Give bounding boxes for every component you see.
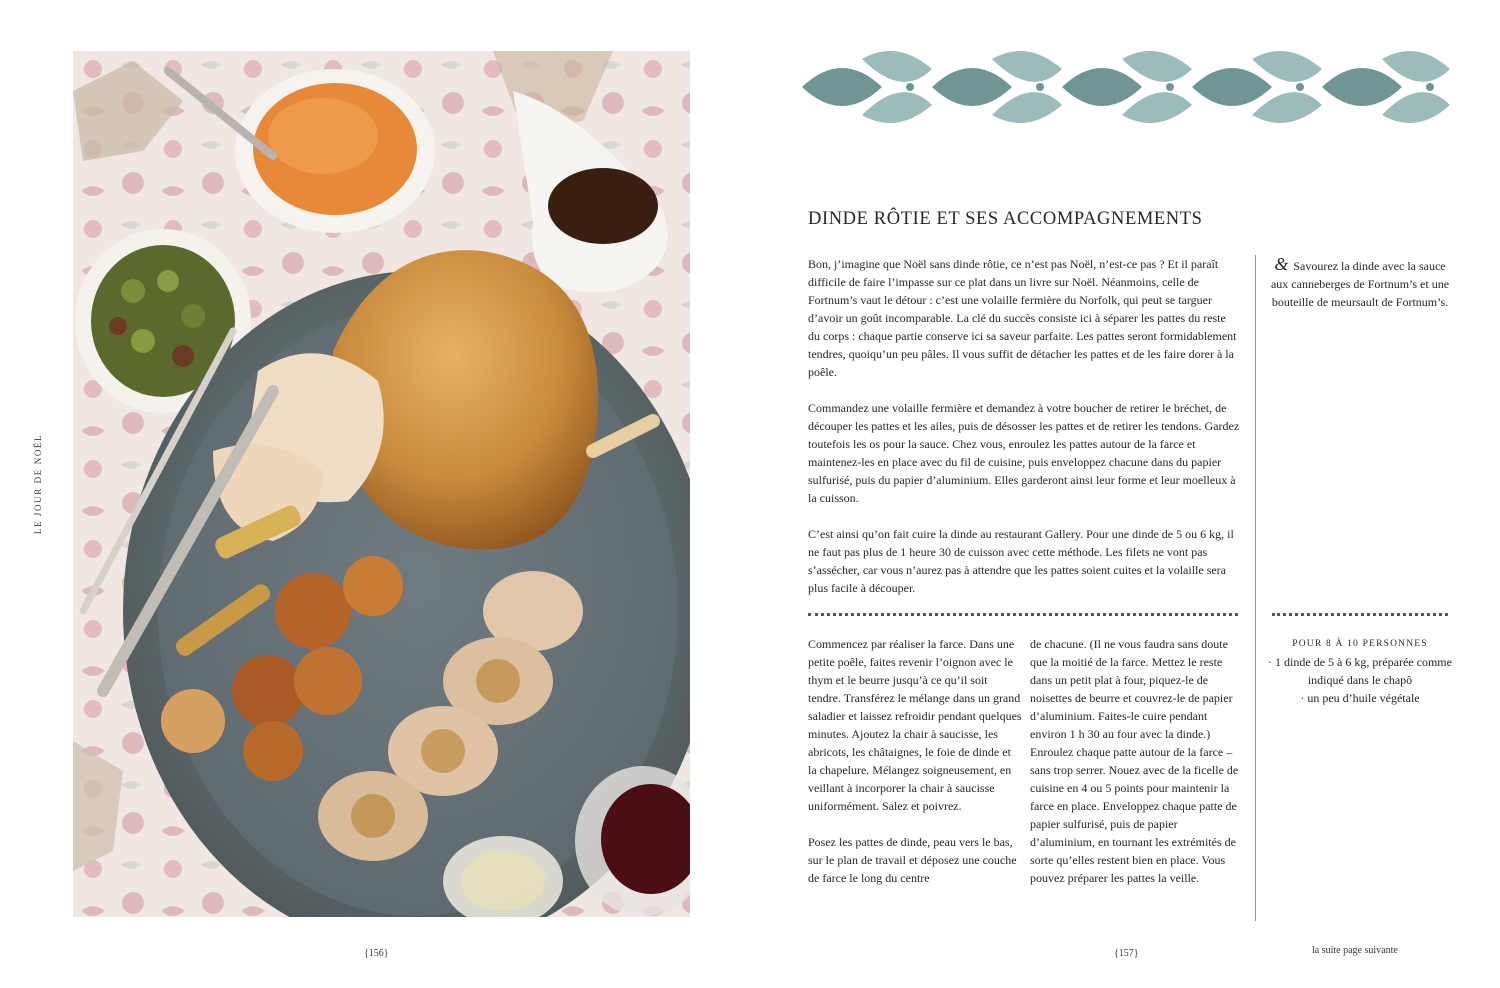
recipe-introduction	[808, 255, 1240, 615]
recipe-title: DINDE RÔTIE ET SES ACCOMPAGNEMENTS	[808, 209, 1203, 229]
method-paragraph: de chacune. (Il ne vous faudra sans doute que la moitié de la farce. Mettez le reste dans un petit plat à four, piquez-le de noisettes de beurre et couvrez-le de papier d’aluminium. Faites-le cuire pendant environ 1 h 30 au four avec la dinde.) Enroulez chaque patte autour de la farce – sans trop serrer. Nouez avec de la ficelle de cuisine en 4 ou 5 points pour maintenir la farce en place. Enveloppez chaque patte de papier sulfurisé, puis de papier d’aluminium, en tournant les extrémités de sorte qu’elles restent bien en place. Vous pouvez préparer les pattes la veille.	[1030, 637, 1239, 885]
roast-turkey-photo	[73, 51, 690, 917]
photo-illustration	[73, 51, 690, 917]
continued-note: la suite page suivante	[1312, 945, 1398, 956]
running-head: LE JOUR DE NOËL	[33, 433, 43, 535]
ampersand-ornament: &	[1274, 254, 1289, 274]
ingredient-item: · 1 dinde de 5 à 6 kg, préparée comme indiqué dans le chapô	[1268, 655, 1452, 687]
ingredients-block	[1268, 635, 1452, 707]
serving-tip	[1268, 255, 1452, 311]
holly-ornament	[802, 44, 1450, 130]
intro-paragraph: Commandez une volaille fermière et demandez à votre boucher de retirer le bréchet, de découper les pattes et les ailes, puis de désosser les pattes et de retirer les tendons. Gardez toutefois les os pour la sauce. Chez vous, enroulez les pattes autour de la farce et maintenez-les en place avec du fil de cuisine, puis enveloppez chacune dans du papier sulfurisé, puis du papier d’aluminium. Elles garderont ainsi leur forme et leur moelleux à la cuisson.	[808, 401, 1240, 505]
ingredient-item: · un peu d’huile végétale	[1300, 691, 1420, 705]
method-paragraph: Commencez par réaliser la farce. Dans une petite poêle, faites revenir l’oignon avec le thym et le beurre jusqu’à ce qu’il soit tendre. Transférez le mélange dans un grand saladier et laissez refroidir pendant quelques minutes. Ajoutez la chair à saucisse, les abricots, les châtaignes, le foie de dinde et la chapelure. Mélangez soigneusement, en veillant à incorporer la chair à saucisse uniformément. Salez et poivrez.	[808, 637, 1022, 813]
intro-paragraph: C’est ainsi qu’on fait cuire la dinde au restaurant Gallery. Pour une dinde de 5 ou 6 kg, il ne faut pas plus de 1 heure 30 de cuisson avec cette méthode. Les filets ne vont pas s’assécher, car vous n’aurez pas à attendre que les pattes soient cuites et la volaille sera plus facile à découper.	[808, 527, 1234, 595]
servings-heading: POUR 8 À 10 PERSONNES	[1292, 639, 1428, 649]
serving-tip-text: Savourez la dinde avec la sauce aux canneberges de Fortnum’s et une bouteille de meursault de Fortnum’s.	[1270, 259, 1450, 309]
method-column-2	[1030, 635, 1244, 905]
dotted-separator	[808, 613, 1238, 616]
page-number-right: {157}	[1114, 948, 1139, 959]
method-paragraph: Posez les pattes de dinde, peau vers le bas, sur le plan de travail et déposez une couche de farce le long du centre	[808, 835, 1017, 885]
column-divider	[1255, 255, 1256, 921]
page-number-left: {156}	[364, 948, 389, 959]
method-column-1	[808, 635, 1022, 905]
dotted-separator	[1272, 613, 1448, 616]
intro-paragraph: Bon, j’imagine que Noël sans dinde rôtie, ce n’est pas Noël, n’est-ce pas ? Et il paraît difficile de faire l’impasse sur ce plat dans un livre sur Noël. Néanmoins, celle de Fortnum’s vaut le détour : c’est une volaille fermière du Norfolk, qui peut se targuer d’avoir un goût incomparable. La clé du succès consiste ici à séparer les pattes du reste du corps : chaque partie conserve ici sa saveur parfaite. Les pattes seront formidablement tendres, quoiqu’un peu pâles. Il vous suffit de détacher les pattes et de les faire dorer à la poêle.	[808, 257, 1237, 379]
